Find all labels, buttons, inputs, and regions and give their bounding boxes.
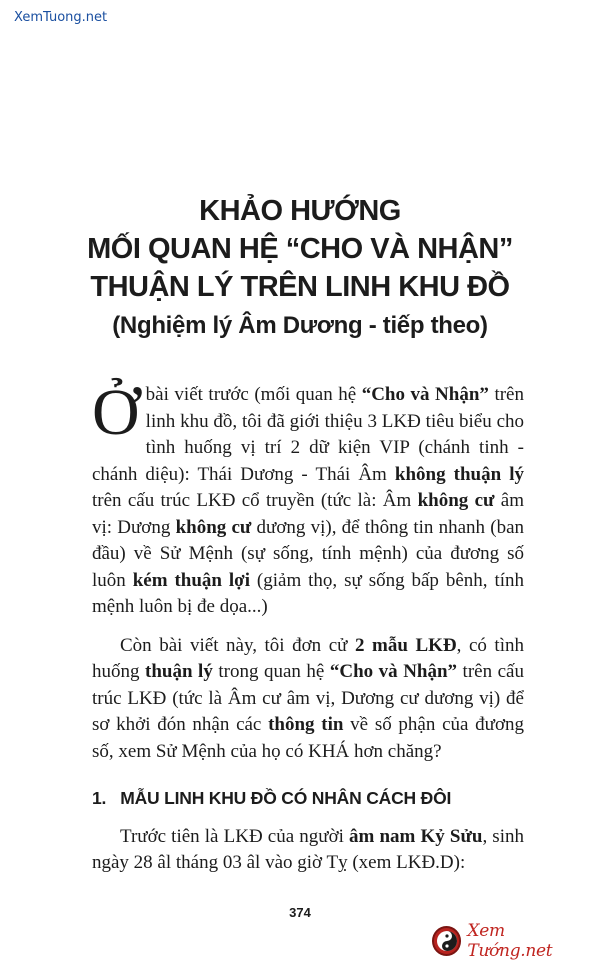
section-title: MẪU LINH KHU ĐỒ CÓ NHÂN CÁCH ĐÔI <box>120 788 452 808</box>
bold-run: “Cho và Nhận” <box>361 384 489 405</box>
section-heading <box>92 785 524 812</box>
bold-run: “Cho và Nhận” <box>329 661 458 682</box>
bold-run: thuận lý <box>145 661 213 682</box>
chapter-title <box>0 192 600 344</box>
text-run: Còn bài viết này, tôi đơn cử <box>120 634 355 656</box>
text-run: (giảm thọ, sự sống bấp bênh, tính mệnh luôn bị đe dọa...) <box>92 569 525 617</box>
text-run: trên cấu trúc LKĐ (tức là Âm cư âm vị, Dương cư dương vị) để sơ khởi đón nhận các <box>92 661 524 735</box>
bold-run: 2 mẫu LKĐ <box>354 634 457 656</box>
text-run: , sinh ngày 28 âl tháng 03 âl vào giờ Tỵ (xem LKĐ.D): <box>92 825 524 873</box>
bold-run: không cư <box>417 490 495 511</box>
title-line-2: MỐI QUAN HỆ “CHO VÀ NHẬN” <box>87 233 513 265</box>
text-run: bài viết trước (mối quan hệ <box>145 384 362 405</box>
bold-run: âm nam Kỷ Sửu <box>349 825 483 847</box>
text-run: Trước tiên là LKĐ của người <box>120 825 350 847</box>
article-body <box>92 376 525 877</box>
section-number: 1. <box>92 788 107 808</box>
paragraph-2 <box>92 633 524 766</box>
bold-run: kém thuận lợi <box>132 569 250 591</box>
text-run: âm vị: Dương <box>92 490 524 538</box>
text-run: về số phận của đương số, xem Sử Mệnh của họ có KHÁ hơn chăng? <box>92 714 525 762</box>
site-logo <box>432 922 592 960</box>
title-line-1: KHẢO HƯỚNG <box>199 195 401 227</box>
paragraph-3 <box>92 824 524 877</box>
page-number: 374 <box>289 905 311 920</box>
yin-yang-icon <box>432 926 461 956</box>
bold-run: không cư <box>175 516 252 538</box>
text-run: dương vị), để thông tin nhanh (ban đầu) về Sử Mệnh (sự sống, tính mệnh) của đương số luôn <box>92 516 525 591</box>
text-run: trên cấu trúc LKĐ cổ truyền (tức là: Âm <box>92 490 418 511</box>
title-line-3: THUẬN LÝ TRÊN LINH KHU ĐỒ <box>90 271 510 303</box>
site-watermark: XemTuong.net <box>14 10 108 25</box>
chapter-subtitle: (Nghiệm lý Âm Dương - tiếp theo) <box>112 312 488 339</box>
text-run: , có tình huống <box>92 634 524 682</box>
logo-text: Xem Tướng.net <box>467 921 553 961</box>
bold-run: không thuận lý <box>394 463 524 485</box>
bold-run: thông tin <box>268 714 344 735</box>
text-run: trên linh khu đồ, tôi đã giới thiệu 3 LKĐ tiêu biểu cho tình huống vị trí 2 dữ kiện VIP (chánh tinh - chánh diệu): Thái Dương - Thái Âm <box>92 384 524 485</box>
paragraph-1 <box>92 376 525 621</box>
drop-cap: Ở <box>92 376 140 449</box>
text-run: trong quan hệ <box>212 661 330 682</box>
